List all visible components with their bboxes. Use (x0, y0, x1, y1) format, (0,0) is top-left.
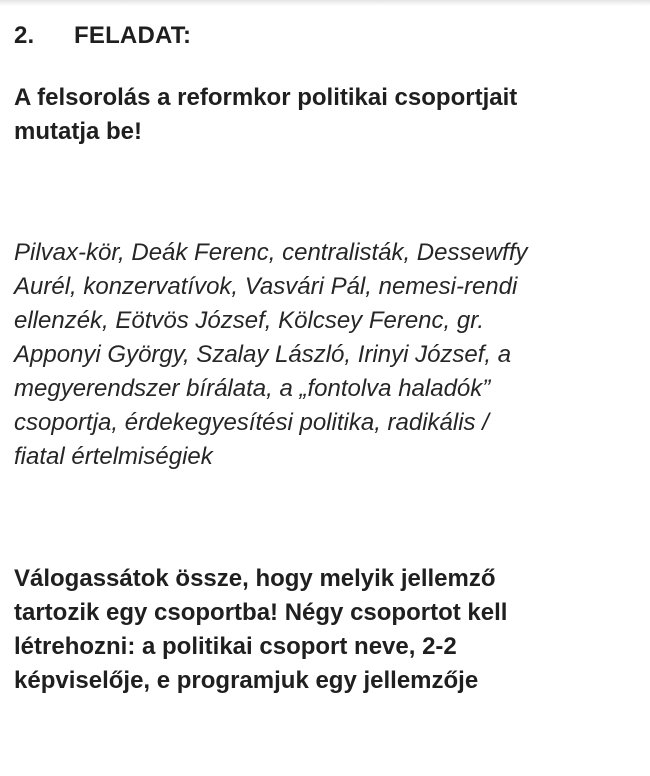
task-number: 2. (14, 22, 35, 49)
task-line: tartozik egy csoportba! Négy csoportot kell (14, 599, 508, 626)
task-title: FELADAT: (74, 22, 192, 49)
task-line: Válogassátok össze, hogy melyik jellemző (14, 565, 496, 592)
items-line: Pilvax-kör, Deák Ferenc, centralisták, Dessewffy (14, 239, 528, 266)
intro-line: A felsorolás a reformkor politikai csoportjait (14, 84, 518, 111)
items-line: Apponyi György, Szalay László, Irinyi József, a (14, 341, 512, 368)
items-line: Aurél, konzervatívok, Vasvári Pál, nemesi-rendi (14, 273, 518, 300)
intro-text (14, 81, 634, 149)
top-edge-shadow (0, 0, 650, 6)
intro-line: mutatja be! (14, 118, 143, 145)
task-line: létrehozni: a politikai csoport neve, 2-2 (14, 633, 457, 660)
items-line: megyerendszer bírálata, a „fontolva haladók” (14, 375, 491, 402)
items-line: fiatal értelmiségiek (14, 443, 213, 470)
task-line: képviselője, e programjuk egy jellemzője (14, 667, 479, 694)
task-heading (14, 22, 191, 50)
items-line: ellenzék, Eötvös József, Kölcsey Ferenc, gr. (14, 307, 484, 334)
items-line: csoportja, érdekegyesítési politika, radikális / (14, 409, 489, 436)
items-list-text (14, 236, 639, 474)
task-instruction-text (14, 562, 634, 698)
